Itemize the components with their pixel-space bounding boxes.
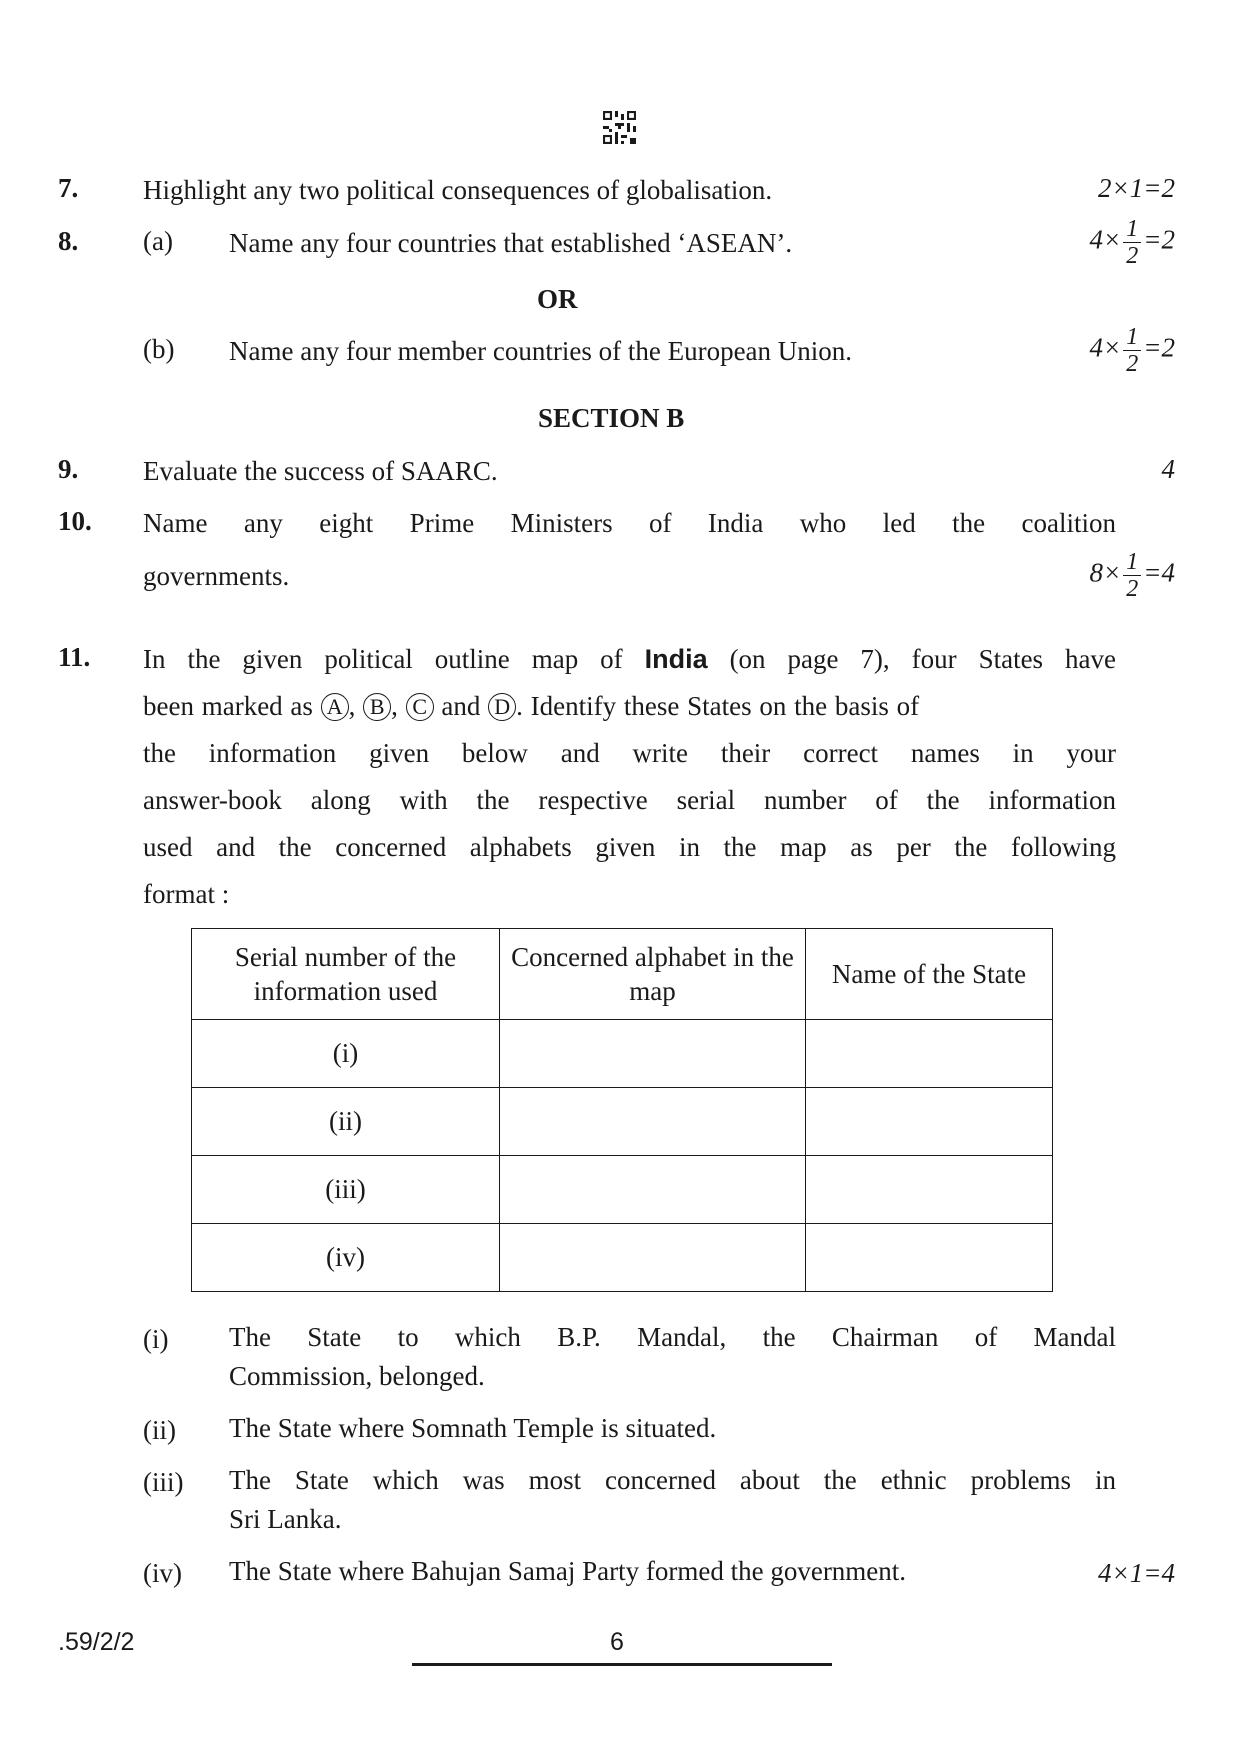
question-10-line-2: governments. <box>143 561 290 591</box>
table-cell: (iv) <box>192 1224 500 1292</box>
table-header-row <box>192 929 1053 1020</box>
table-cell <box>806 1224 1053 1292</box>
section-b-heading: SECTION B <box>538 403 685 433</box>
table-cell <box>806 1088 1053 1156</box>
question-number-9: 9. <box>58 454 79 484</box>
question-number-10: 10. <box>58 506 92 536</box>
question-11-marks: 4×1=4 <box>1098 1558 1175 1588</box>
item-i-line-2: Commission, belonged. <box>229 1361 485 1391</box>
question-11-line-6: format : <box>143 879 230 909</box>
question-number-11: 11. <box>58 642 91 672</box>
table-row <box>192 1088 1053 1156</box>
table-row <box>192 1020 1053 1088</box>
question-11-line-4: answer-book along with the respective serial number of the information <box>143 785 1116 815</box>
india-bold: India <box>644 644 708 674</box>
item-iii-line-2: Sri Lanka. <box>229 1504 342 1534</box>
question-11-line-3: the information given below and write their correct names in your <box>143 738 1116 768</box>
paper-code: .59/2/2 <box>58 1628 135 1656</box>
question-8b-label: (b) <box>143 334 175 364</box>
item-i-line-1: The State to which B.P. Mandal, the Chairman of Mandal <box>229 1322 1116 1352</box>
question-11-line-2: been marked as A , B , C and D . Identify these States on the basis of <box>143 691 920 721</box>
table-header-state: Name of the State <box>806 929 1053 1020</box>
question-7-marks: 2×1=2 <box>1098 173 1175 203</box>
page-number: 6 <box>610 1628 624 1656</box>
table-header-alphabet: Concerned alphabet in the map <box>500 929 806 1020</box>
circled-label-c: C <box>406 693 434 721</box>
item-iii-label: (iii) <box>143 1467 184 1497</box>
question-9-text: Evaluate the success of SAARC. <box>143 456 498 486</box>
table-cell: (i) <box>192 1020 500 1088</box>
circled-label-b: B <box>363 693 391 721</box>
table-cell <box>500 1088 806 1156</box>
table-row <box>192 1224 1053 1292</box>
question-9-marks: 4 <box>1161 454 1175 484</box>
question-8a-marks: 4× $\frac{1}{2}$ =2 <box>1089 216 1175 269</box>
item-iv-line-1: The State where Bahujan Samaj Party formed the government. <box>229 1556 907 1586</box>
item-iv-label: (iv) <box>143 1558 182 1588</box>
table-cell <box>806 1156 1053 1224</box>
footer-rule <box>412 1663 832 1666</box>
table-cell <box>500 1020 806 1088</box>
table-cell <box>500 1224 806 1292</box>
table-cell: (iii) <box>192 1156 500 1224</box>
question-10-line-1: Name any eight Prime Ministers of India who led the coalition <box>143 508 1116 538</box>
question-8b-text: Name any four member countries of the European Union. <box>229 336 853 366</box>
table-header-serial: Serial number of the information used <box>192 929 500 1020</box>
circled-label-d: D <box>488 693 516 721</box>
table-cell <box>500 1156 806 1224</box>
item-i-label: (i) <box>143 1324 169 1354</box>
question-8b-marks: 4× $\frac{1}{2}$ =2 <box>1089 324 1175 377</box>
table-cell: (ii) <box>192 1088 500 1156</box>
question-10-marks: 8× $\frac{1}{2}$ =4 <box>1089 549 1175 602</box>
item-iii-line-1: The State which was most concerned about the ethnic problems in <box>229 1465 1116 1495</box>
circled-label-a: A <box>321 693 349 721</box>
question-11-line-5: used and the concerned alphabets given in the map as per the following <box>143 832 1116 862</box>
answer-format-table <box>191 928 1053 1292</box>
or-separator: OR <box>537 284 578 314</box>
qr-code-icon <box>603 111 636 144</box>
question-8a-label: (a) <box>143 226 173 256</box>
item-ii-line-1: The State where Somnath Temple is situated. <box>229 1413 717 1443</box>
question-number-8: 8. <box>58 226 79 256</box>
question-number-7: 7. <box>58 173 79 203</box>
question-11-line-1: In the given political outline map of India (on page 7), four States have <box>143 644 1116 674</box>
question-8a-text: Name any four countries that established ‘ASEAN’. <box>229 228 793 258</box>
table-cell <box>806 1020 1053 1088</box>
question-7-text: Highlight any two political consequences of globalisation. <box>143 175 773 205</box>
item-ii-label: (ii) <box>143 1415 176 1445</box>
table-row <box>192 1156 1053 1224</box>
